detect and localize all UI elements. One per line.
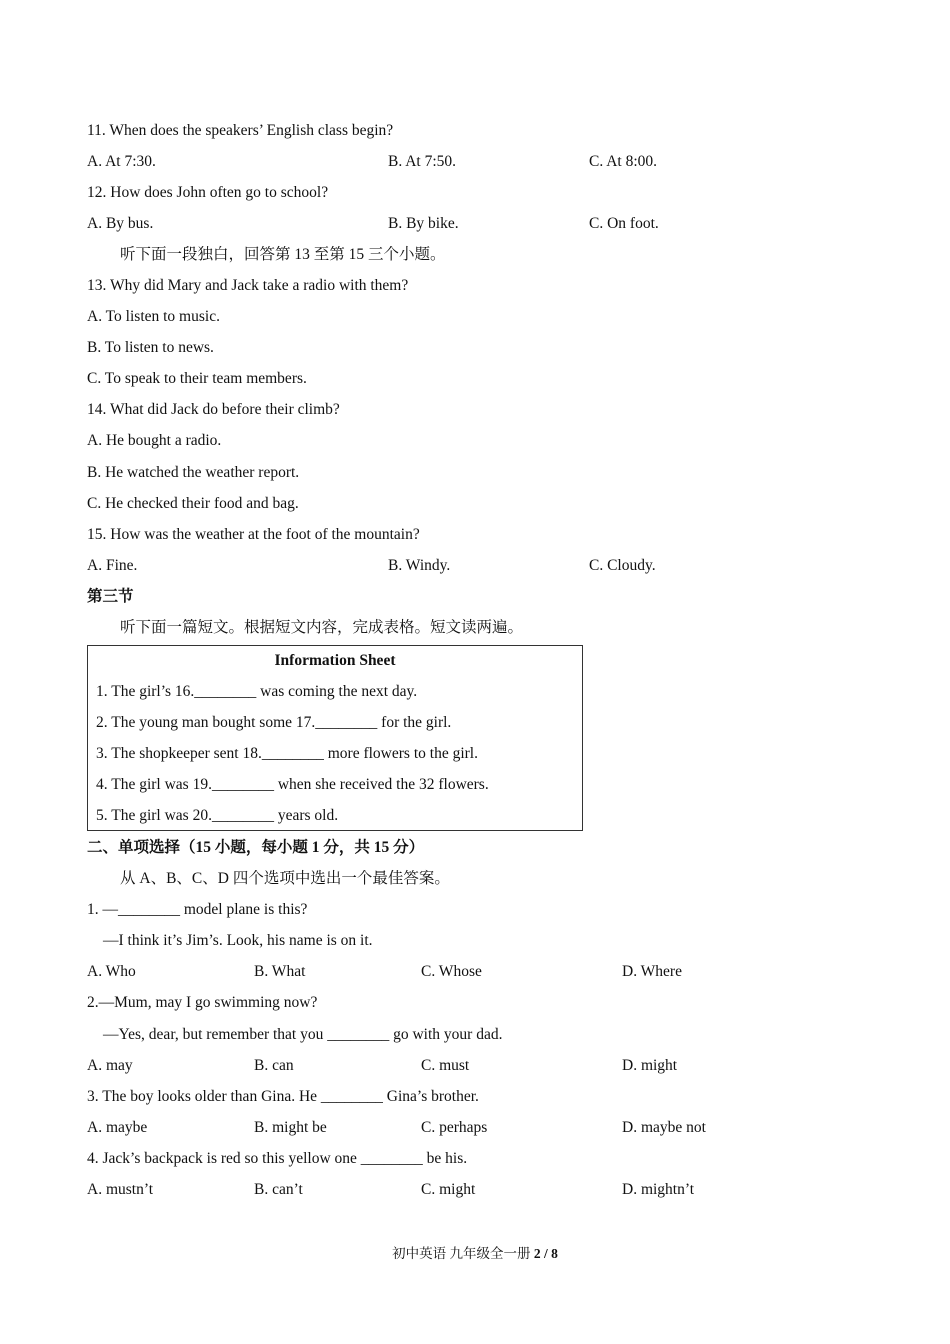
q12-option-a: A. By bus. [87, 215, 154, 232]
q15-option-c: C. Cloudy. [589, 557, 656, 574]
mc-q1-option-c: C. Whose [421, 963, 482, 980]
mc-q4-option-d: D. mightn’t [622, 1181, 695, 1198]
sheet-row-17: 2. The young man bought some 17.________ for the girl. [96, 714, 452, 731]
q13-stem: 13. Why did Mary and Jack take a radio with them? [87, 277, 409, 294]
q11-option-c: C. At 8:00. [589, 153, 658, 170]
information-sheet-table [87, 645, 583, 831]
q12-option-c: C. On foot. [589, 215, 659, 232]
part2-heading: 二、单项选择（15 小题，每小题 1 分，共 15 分） [87, 839, 425, 856]
mc-q2-option-b: B. can [254, 1057, 294, 1074]
mc-q2-option-d: D. might [622, 1057, 678, 1074]
mc-q2-line1: 2.—Mum, may I go swimming now? [87, 994, 318, 1011]
mc-q1-option-d: D. Where [622, 963, 682, 980]
monologue-instruction: 听下面一段独白，回答第 13 至第 15 三个小题。 [120, 246, 446, 263]
q14-option-b: B. He watched the weather report. [87, 464, 300, 481]
sheet-row-20: 5. The girl was 20.________ years old. [96, 807, 339, 824]
mc-q4-option-b: B. can’t [254, 1181, 303, 1198]
q13-option-b: B. To listen to news. [87, 339, 214, 356]
q13-option-a: A. To listen to music. [87, 308, 220, 325]
q11-option-b: B. At 7:50. [388, 153, 457, 170]
sheet-row-18: 3. The shopkeeper sent 18.________ more flowers to the girl. [96, 745, 478, 762]
sheet-row-19: 4. The girl was 19.________ when she received the 32 flowers. [96, 776, 489, 793]
footer-label: 初中英语 九年级全一册 [392, 1246, 531, 1261]
q15-stem: 15. How was the weather at the foot of the mountain? [87, 526, 420, 543]
q14-stem: 14. What did Jack do before their climb? [87, 401, 340, 418]
q11-stem: 11. When does the speakers’ English class begin? [87, 122, 394, 139]
q11-option-a: A. At 7:30. [87, 153, 156, 170]
mc-q4-option-a: A. mustn’t [87, 1181, 154, 1198]
part2-instruction: 从 A、B、C、D 四个选项中选出一个最佳答案。 [120, 870, 450, 887]
mc-q2-option-c: C. must [421, 1057, 470, 1074]
q14-option-a: A. He bought a radio. [87, 432, 222, 449]
mc-q2-option-a: A. may [87, 1057, 133, 1074]
mc-q1-line2: —I think it’s Jim’s. Look, his name is on it. [103, 932, 373, 949]
mc-q4-option-c: C. might [421, 1181, 476, 1198]
q14-option-c: C. He checked their food and bag. [87, 495, 299, 512]
mc-q3-option-d: D. maybe not [622, 1119, 706, 1136]
page-footer [0, 1244, 950, 1264]
q12-option-b: B. By bike. [388, 215, 459, 232]
q12-stem: 12. How does John often go to school? [87, 184, 329, 201]
q15-option-b: B. Windy. [388, 557, 451, 574]
section3-heading: 第三节 [87, 588, 134, 605]
mc-q3-option-c: C. perhaps [421, 1119, 488, 1136]
information-sheet-title: Information Sheet [274, 652, 396, 669]
mc-q2-line2: —Yes, dear, but remember that you ________ go with your dad. [103, 1026, 503, 1043]
mc-q3-line1: 3. The boy looks older than Gina. He ________ Gina’s brother. [87, 1088, 479, 1105]
q15-option-a: A. Fine. [87, 557, 138, 574]
q13-option-c: C. To speak to their team members. [87, 370, 307, 387]
mc-q1-option-a: A. Who [87, 963, 136, 980]
mc-q3-option-b: B. might be [254, 1119, 327, 1136]
mc-q3-option-a: A. maybe [87, 1119, 148, 1136]
sheet-row-16: 1. The girl’s 16.________ was coming the next day. [96, 683, 418, 700]
section3-instruction: 听下面一篇短文。根据短文内容，完成表格。短文读两遍。 [120, 619, 524, 636]
mc-q1-option-b: B. What [254, 963, 306, 980]
page-number: 2 / 8 [533, 1246, 558, 1261]
mc-q4-line1: 4. Jack’s backpack is red so this yellow one ________ be his. [87, 1150, 468, 1167]
mc-q1-line1: 1. —________ model plane is this? [87, 901, 308, 918]
